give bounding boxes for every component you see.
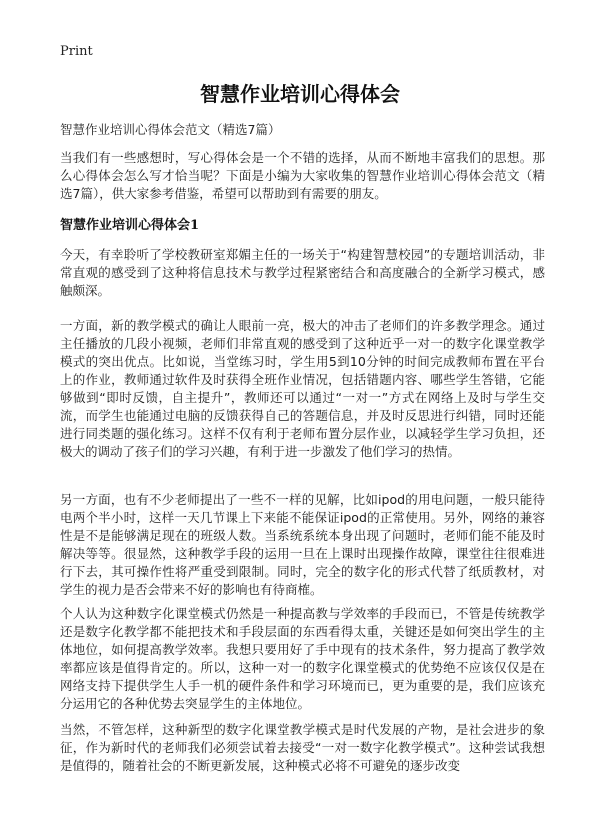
body-paragraph: 当然，不管怎样，这种新型的数字化课堂教学模式是时代发展的产物，是社会进步的象征，作为新时代的老师我们必须尝试着去接受“一对一数字化教学模式”。这种尝试我想是值得的，随着社会的不断更新发展，这种模式必将不可避免的逐步改变 [60,722,545,773]
section-heading: 智慧作业培训心得体会1 [60,218,200,233]
subtitle: 智慧作业培训心得体会范文（精选7篇） [60,122,281,137]
body-paragraph: 另一方面，也有不少老师提出了一些不一样的见解，比如ipod的用电问题，一般只能待电两个半小时，这样一天几节课上下来能不能保证ipod的正常使用。另外，网络的兼容性是不是能够满足现在的班级人数。当系统系统本身出现了问题时，老师们能不能及时解决等等。很显然，这种教学手段的运用一旦在上课时出现操作故障，课堂往往很难进行下去，其可操作性将严重受到限制。同时，完全的数字化的形式代替了纸质教材，对学生的视力是否会带来不好的影响也有待商榷。 [60,492,545,597]
intro-paragraph: 当我们有一些感想时，写心得体会是一个不错的选择，从而不断地丰富我们的思想。那么心得体会怎么写才恰当呢？下面是小编为大家收集的智慧作业培训心得体会范文（精选7篇），供大家参考借鉴，希望可以帮助到有需要的朋友。 [60,150,545,201]
body-paragraph: 一方面，新的教学模式的确让人眼前一亮，极大的冲击了老师们的许多教学理念。通过主任播放的几段小视频，老师们非常直观的感受到了这种近乎一对一的数字化课堂教学模式的突出优点。比如说，当堂练习时，学生用5到10分钟的时间完成教师布置在平台上的作业，教师通过软件及时获得全班作业情况，包括错题内容、哪些学生答错，它能够做到“即时反馈，自主提升”，教师还可以通过“一对一”方式在网络上及时与学生交流，而学生也能通过电脑的反馈获得自己的答题信息，并及时反思进行纠错，同时还能进行同类题的强化练习。这样不仅有利于老师布置分层作业，以减轻学生学习负担，还极大的调动了孩子们的学习兴趣，有利于进一步激发了他们学习的热情。 [60,318,545,459]
print-link[interactable]: Print [60,44,93,59]
page-title: 智慧作业培训心得体会 [200,82,400,106]
body-paragraph: 今天，有幸聆听了学校教研室郑媚主任的一场关于“构建智慧校园”的专题培训活动，非常直观的感受到了这种将信息技术与教学过程紧密结合和高度融合的全新学习模式，感触颇深。 [60,247,545,298]
body-paragraph: 个人认为这种数字化课堂模式仍然是一种提高教与学效率的手段而已，不管是传统教学还是数字化教学都不能把技术和手段层面的东西看得太重，关键还是如何突出学生的主体地位，如何提高教学效率。我想只要用好了手中现有的技术条件，努力提高了教学效率都应该是值得肯定的。所以，这种一对一的数字化课堂模式的优势绝不应该仅仅是在网络支持下提供学生人手一机的硬件条件和学习环境而已，更为重要的是，我们应该充分运用它的各种优势去突显学生的主体地位。 [60,606,545,711]
